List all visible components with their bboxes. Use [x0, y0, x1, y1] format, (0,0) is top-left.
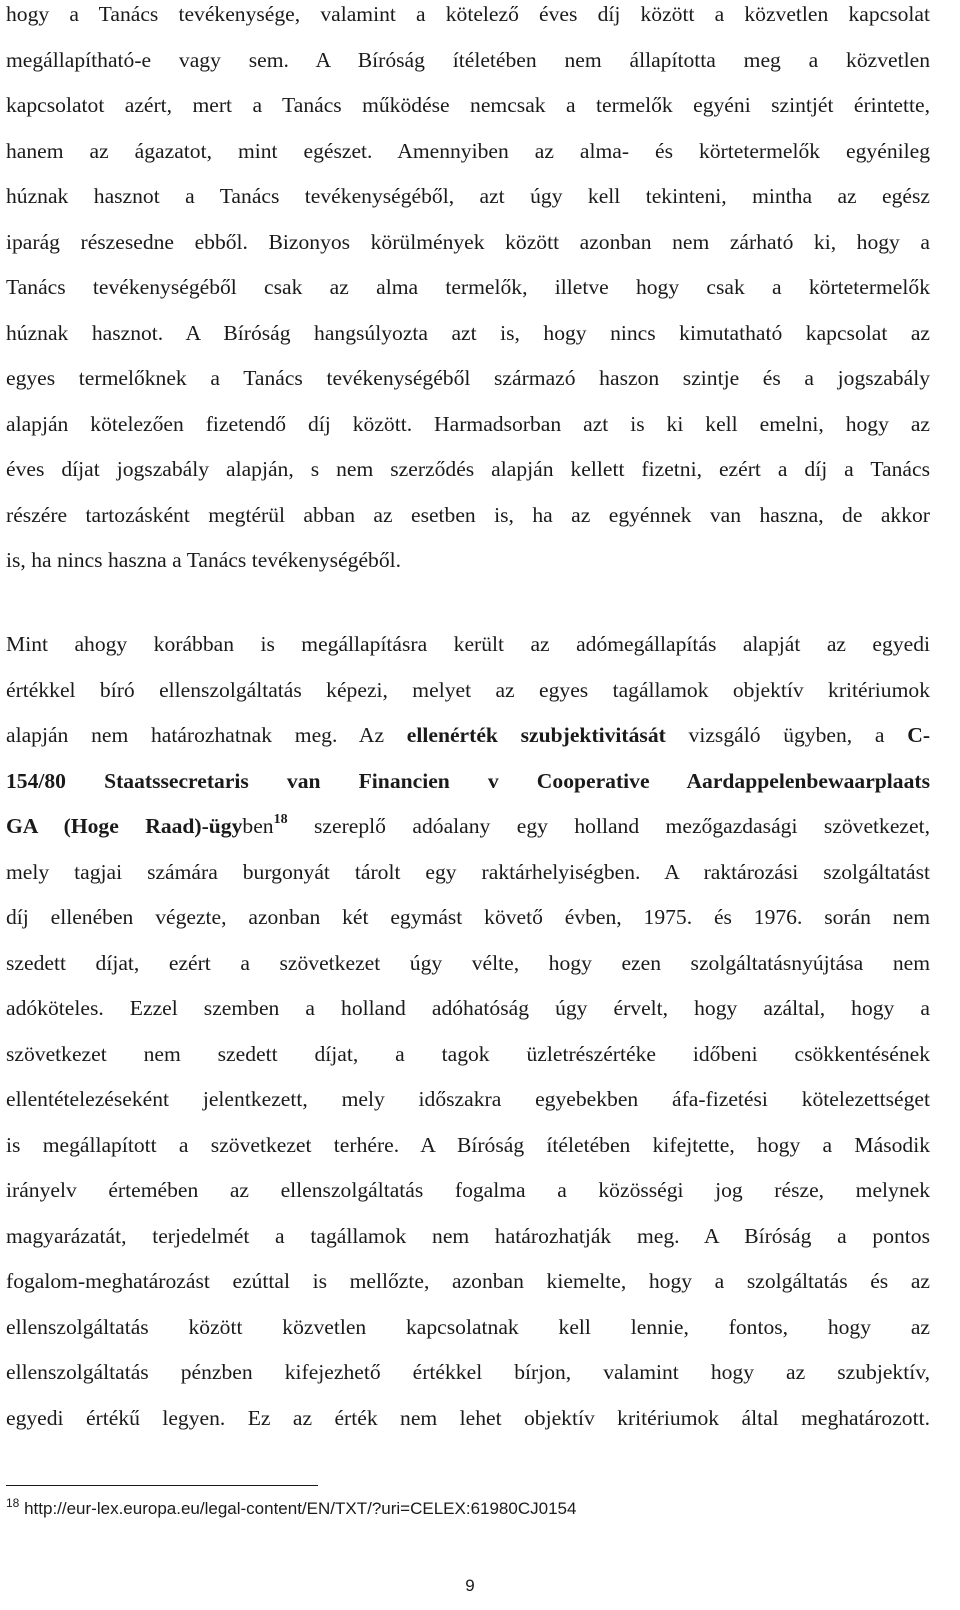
paragraph-line: húznak hasznot. A Bíróság hangsúlyozta azt is, hogy nincs kimutatható kapcsolat az [6, 320, 930, 345]
paragraph-line: alapján kötelezően fizetendő díj között. Harmadsorban azt is ki kell emelni, hogy az [6, 411, 930, 436]
paragraph-line [6, 804, 930, 850]
paragraph-line: is megállapított a szövetkezet terhére. A Bíróság ítéletében kifejtette, hogy a Második [6, 1132, 930, 1157]
paragraph-line: mely tagjai számára burgonyát tárolt egy raktárhelyiségben. A raktározási szolgáltatást [6, 859, 930, 884]
paragraph-line: húznak hasznot a Tanács tevékenységéből, azt úgy kell tekinteni, mintha az egész [6, 184, 930, 208]
paragraph-line: megállapítható-e vagy sem. A Bíróság ítéletében nem állapította meg a közvetlen [6, 47, 930, 72]
case-number-bold: C- [907, 723, 931, 747]
footnote-divider [6, 1485, 318, 1486]
paragraph-line: egyedi értékű legyen. Ez az érték nem lehet objektív kritériumok által meghatározott. [6, 1405, 930, 1430]
case-subject-bold: ellenérték szubjektivitását [406, 723, 666, 747]
footnote-link[interactable]: http://eur-lex.europa.eu/legal-content/EN/TXT/?uri=CELEX:61980CJ0154 [19, 1499, 577, 1518]
paragraph-2 [6, 622, 930, 1441]
line-text: szereplő adóalany egy holland mezőgazdasági szövetkezet, [287, 814, 930, 838]
line-text: alapján nem határozhatnak meg. Az [6, 723, 407, 747]
case-name-bold: 154/80 Staatssecretaris van Financien v Cooperative Aardappelenbewaarplaats [6, 768, 930, 793]
footnote-number: 18 [6, 1496, 20, 1510]
paragraph-line: díj ellenében végezte, azonban két egymást követő évben, 1975. és 1976. során nem [6, 905, 930, 929]
line-text: ben [242, 814, 274, 838]
paragraph-line: ellentételezéseként jelentkezett, mely időszakra egyebekben áfa-fizetési kötelezettséget [6, 1087, 930, 1111]
paragraph-line: hanem az ágazatot, mint egészet. Amennyiben az alma- és körtetermelők egyénileg [6, 138, 930, 163]
paragraph-line: iparág részesedne ebből. Bizonyos körülmények között azonban nem zárható ki, hogy a [6, 229, 930, 254]
paragraph-line: szövetkezet nem szedett díjat, a tagok üzletrészértéke időbeni csökkentésének [6, 1041, 930, 1066]
paragraph-line [6, 713, 930, 759]
paragraph-line: szedett díjat, ezért a szövetkezet úgy vélte, hogy ezen szolgáltatásnyújtása nem [6, 950, 930, 975]
paragraph-line: értékkel bíró ellenszolgáltatás képezi, melyet az egyes tagállamok objektív kritériumok [6, 677, 930, 702]
paragraph-line: részére tartozásként megtérül abban az esetben is, ha az egyénnek van haszna, de akkor [6, 502, 930, 527]
paragraph-line: ellenszolgáltatás között közvetlen kapcsolatnak kell lennie, fontos, hogy az [6, 1314, 930, 1339]
paragraph-line: kapcsolatot azért, mert a Tanács működése nemcsak a termelők egyéni szintjét érintette, [6, 93, 930, 117]
case-name-bold: GA (Hoge Raad)-ügy [6, 814, 243, 838]
paragraph-line: Mint ahogy korábban is megállapításra került az adómegállapítás alapját az egyedi [6, 632, 930, 656]
footnote-reference[interactable]: 18 [273, 812, 288, 827]
line-text: vizsgáló ügyben, a [665, 723, 908, 747]
paragraph-line: fogalom-meghatározást ezúttal is mellőzte, azonban kiemelte, hogy a szolgáltatás és az [6, 1269, 930, 1293]
paragraph-line: irányelv értemében az ellenszolgáltatás fogalma a közösségi jog része, melynek [6, 1178, 930, 1202]
paragraph-line: magyarázatát, terjedelmét a tagállamok nem határozhatják meg. A Bíróság a pontos [6, 1223, 930, 1248]
paragraph-line: éves díjat jogszabály alapján, s nem szerződés alapján kellett fizetni, ezért a díj a Tanács [6, 457, 930, 481]
paragraph-line: is, ha nincs haszna a Tanács tevékenységéből. [6, 548, 402, 572]
paragraph-line: Tanács tevékenységéből csak az alma termelők, illetve hogy csak a körtetermelők [6, 275, 930, 299]
footnote [6, 1498, 576, 1520]
paragraph-line: hogy a Tanács tevékenysége, valamint a kötelező éves díj között a közvetlen kapcsolat [6, 2, 930, 26]
paragraph-line: adóköteles. Ezzel szemben a holland adóhatóság úgy érvelt, hogy azáltal, hogy a [6, 996, 930, 1020]
paragraph-1 [6, 0, 930, 584]
paragraph-line: egyes termelőknek a Tanács tevékenységéből származó haszon szintje és a jogszabály [6, 366, 930, 390]
page-number: 9 [465, 1576, 475, 1595]
paragraph-line: ellenszolgáltatás pénzben kifejezhető értékkel bírjon, valamint hogy az szubjektív, [6, 1360, 930, 1384]
